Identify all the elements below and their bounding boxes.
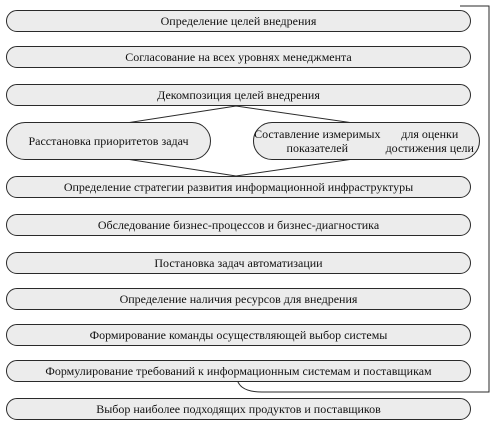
step-selection-team: Формирование команды осуществляющей выбор системы bbox=[6, 324, 471, 346]
branch-measurable-indicators bbox=[253, 122, 480, 160]
step-business-process-survey: Обследование бизнес-процессов и бизнес-диагностика bbox=[6, 214, 471, 236]
step-automation-tasks: Постановка задач автоматизации bbox=[6, 252, 471, 274]
step-management-approval: Согласование на всех уровнях менеджмента bbox=[6, 46, 471, 68]
step-requirements: Формулирование требований к информационным системам и поставщикам bbox=[6, 360, 471, 382]
branch-measurable-indicators-line2: для оценки достижения цели bbox=[385, 127, 474, 155]
branch-measurable-indicators-line1: Составление измеримых показателей bbox=[254, 127, 381, 155]
branch-task-priorities: Расстановка приоритетов задач bbox=[6, 122, 211, 160]
step-resource-availability: Определение наличия ресурсов для внедрения bbox=[6, 288, 471, 310]
step-select-products: Выбор наиболее подходящих продуктов и поставщиков bbox=[6, 398, 471, 420]
step-goal-decomposition: Декомпозиция целей внедрения bbox=[6, 84, 471, 106]
step-define-goals: Определение целей внедрения bbox=[6, 10, 471, 32]
step-infrastructure-strategy: Определение стратегии развития информационной инфраструктуры bbox=[6, 176, 471, 198]
